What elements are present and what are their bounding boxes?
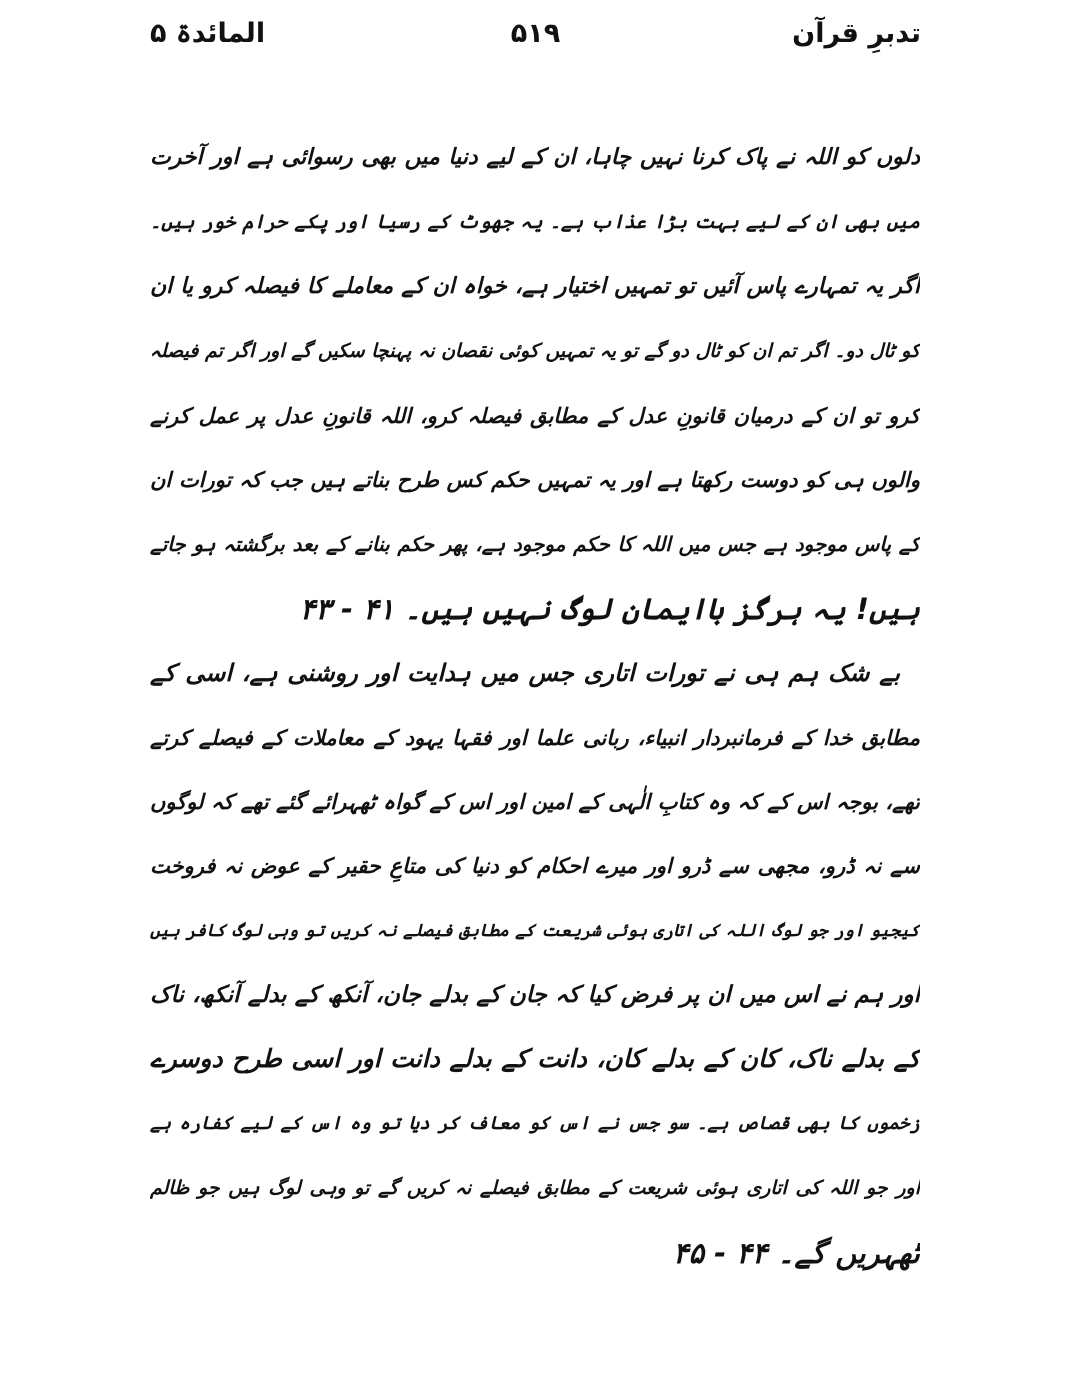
text-line: زخموں کا بھی قصاص ہے۔ سو جس نے اس کو معاف کر دیا تو وہ اس کے لیے کفارہ ہے <box>150 1112 920 1134</box>
text-line: والوں ہی کو دوست رکھتا ہے اور یہ تمہیں حکم کس طرح بناتے ہیں جب کہ تورات ان <box>150 467 920 492</box>
text-line: کے پاس موجود ہے جس میں اللہ کا حکم موجود ہے، پھر حکم بنانے کے بعد برگشتہ ہو جاتے <box>150 532 920 557</box>
text-line: بے شک ہم ہی نے تورات اتاری جس میں ہدایت اور روشنی ہے، اسی کے <box>150 659 900 688</box>
text-line: کو ٹال دو۔ اگر تم ان کو ٹال دو گے تو یہ تمہیں کوئی نقصان نہ پہنچا سکیں گے اور اگر تم فیصلہ <box>150 340 920 363</box>
text-line: میں بھی ان کے لیے بہت بڑا عذاب ہے۔ یہ جھوٹ کے رسیا اور پکے حرام خور ہیں۔ <box>150 211 920 234</box>
paragraph-1 <box>150 126 920 641</box>
text-line: اور ہم نے اس میں ان پر فرض کیا کہ جان کے بدلے جان، آنکھ کے بدلے آنکھ، ناک <box>150 982 920 1009</box>
book-title: تدبرِ قرآن <box>792 18 921 49</box>
text-line: مطابق خدا کے فرمانبردار انبیاء، ربانی علما اور فقہا یہود کے معاملات کے فیصلے کرتے <box>150 725 920 750</box>
text-line: کرو تو ان کے درمیان قانونِ عدل کے مطابق فیصلہ کرو، اللہ قانونِ عدل پر عمل کرنے <box>150 403 920 428</box>
text-line: تھے، بوجہ اس کے کہ وہ کتابِ الٰہی کے امین اور اس کے گواہ ٹھہرائے گئے تھے کہ لوگوں <box>150 789 920 814</box>
text-line: دلوں کو اللہ نے پاک کرنا نہیں چاہا، ان کے لیے دنیا میں بھی رسوائی ہے اور آخرت <box>150 145 920 170</box>
paragraph-2 <box>150 641 920 1285</box>
text-line: اگر یہ تمہارے پاس آئیں تو تمہیں اختیار ہے، خواہ ان کے معاملے کا فیصلہ کرو یا ان <box>150 273 920 299</box>
text-line: ہیں! یہ ہرگز باایمان لوگ نہیں ہیں۔ ۴۱ - ۴۳ <box>299 591 920 626</box>
text-line: ٹھہریں گے۔ ۴۴ - ۴۵ <box>672 1235 920 1270</box>
text-line: سے نہ ڈرو، مجھی سے ڈرو اور میرے احکام کو دنیا کی متاعِ حقیر کے عوض نہ فروخت <box>150 854 920 879</box>
page-number: ۵۱۹ <box>510 18 561 49</box>
surah-name: المائدۃ ۵ <box>150 18 266 49</box>
text-line: کیجیو اور جو لوگ اللہ کی اتاری ہوئی شریعت کے مطابق فیصلے نہ کریں تو وہی لوگ کافر ہیں <box>150 920 920 941</box>
translation-text <box>150 126 920 1285</box>
text-line: اور جو اللہ کی اتاری ہوئی شریعت کے مطابق فیصلے نہ کریں گے تو وہی لوگ ہیں جو ظالم <box>150 1177 920 1200</box>
text-line: کے بدلے ناک، کان کے بدلے کان، دانت کے بدلے دانت اور اسی طرح دوسرے <box>150 1044 920 1074</box>
